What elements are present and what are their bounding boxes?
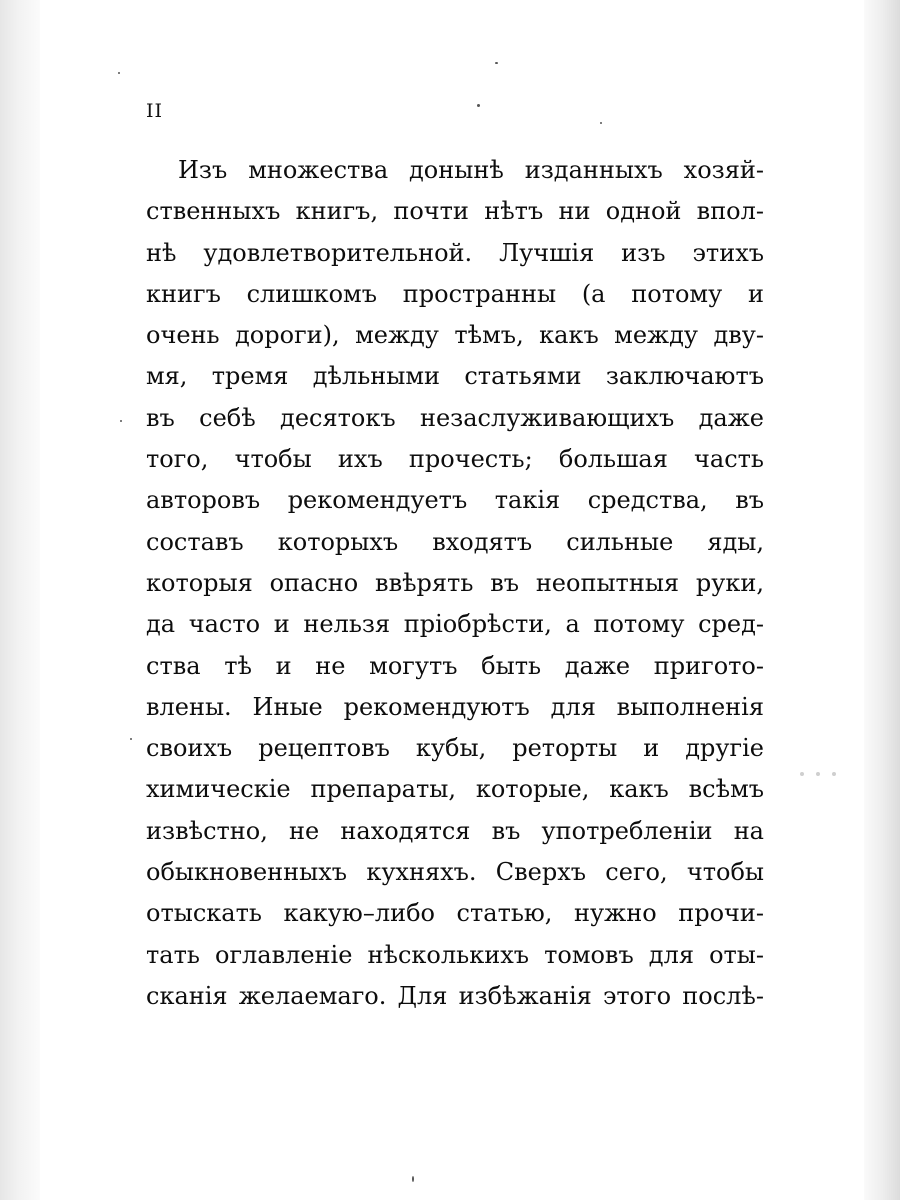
scan-bleed-dot (800, 772, 804, 776)
text-line: въ себѣ десятокъ незаслуживающихъ даже (146, 403, 764, 432)
scan-speck (600, 122, 602, 124)
text-line: Изъ множества донынѣ изданныхъ хозяй- (178, 156, 764, 184)
text-line: авторовъ рекомендуетъ такія средства, въ (146, 486, 764, 515)
text-line: составъ которыхъ входятъ сильные яды, (146, 527, 764, 556)
text-line: очень дороги), между тѣмъ, какъ между дву- (146, 321, 764, 350)
scan-speck (477, 104, 480, 107)
scan-shadow-right (864, 0, 900, 1200)
text-line: которыя опасно ввѣрять въ неопытныя руки, (146, 568, 764, 597)
scan-speck (412, 1176, 414, 1182)
text-line: книгъ слишкомъ пространны (а потому и (146, 279, 764, 308)
text-line: своихъ рецептовъ кубы, реторты и другіе (146, 734, 764, 763)
scan-bleed-dot (816, 772, 820, 776)
text-line: влены. Иные рекомендуютъ для выполненія (146, 692, 764, 721)
text-line: ственныхъ книгъ, почти нѣтъ ни одной впол- (146, 197, 764, 226)
text-line: извѣстно, не находятся въ употребленіи на (146, 816, 764, 845)
text-line: мя, тремя дѣльными статьями заключаютъ (146, 362, 764, 391)
scan-speck (120, 420, 122, 422)
text-line: тать оглавленіе нѣсколькихъ томовъ для оты- (146, 940, 764, 969)
text-line: обыкновенныхъ кухняхъ. Сверхъ сего, чтобы (146, 858, 764, 887)
text-line: химическіе препараты, которые, какъ всѣмъ (146, 775, 764, 804)
text-line: того, чтобы ихъ прочесть; большая часть (146, 445, 764, 474)
page-number: II (146, 100, 164, 122)
text-line: да часто и нельзя пріобрѣсти, а потому сред- (146, 610, 764, 639)
body-text (146, 150, 764, 1017)
scan-shadow-left (0, 0, 40, 1200)
text-line: сканія желаемаго. Для избѣжанія этого послѣ- (146, 981, 764, 1010)
scan-speck (130, 738, 132, 740)
scan-bleed-dot (832, 772, 836, 776)
text-line: нѣ удовлетворительной. Лучшія изъ этихъ (146, 238, 764, 267)
text-line: отыскать какую–либо статью, нужно прочи- (146, 899, 764, 928)
scan-speck (118, 72, 120, 74)
scan-speck (495, 62, 498, 64)
text-line: ства тѣ и не могутъ быть даже пригото- (146, 651, 764, 680)
